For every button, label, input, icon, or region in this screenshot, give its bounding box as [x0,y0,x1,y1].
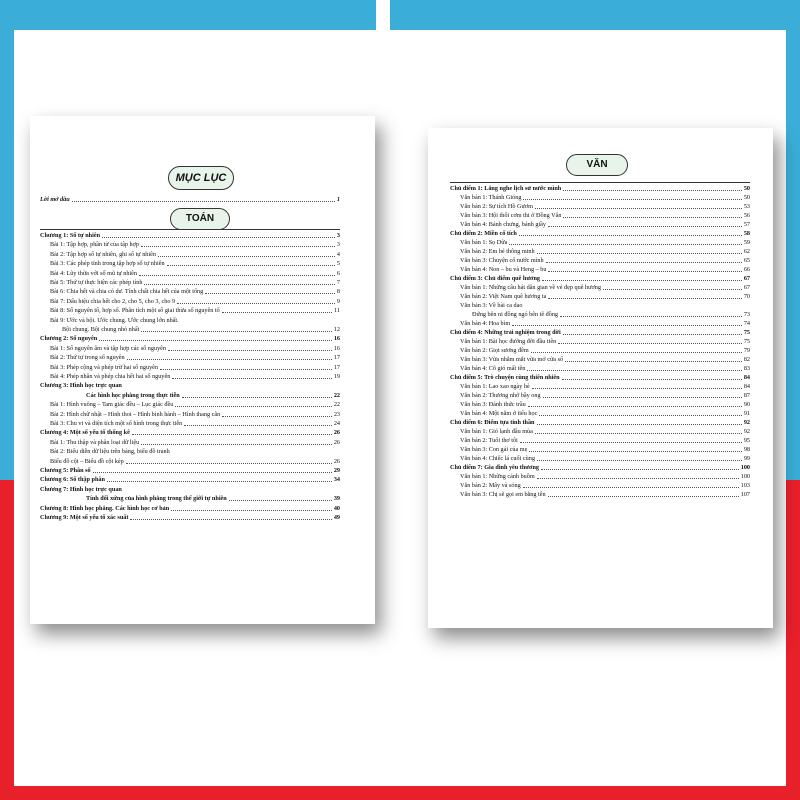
toc-entry-page: 39 [333,495,340,503]
toc-entry [460,365,750,372]
dot-leader [541,469,739,470]
toc-entry-title: Văn bản 4: Bánh chưng, bánh giầy [460,221,547,228]
toc-entry [460,383,750,390]
intro-line [40,196,340,203]
toc-entry-title: Chương 5: Phân số [40,467,91,474]
dot-leader [603,289,742,290]
math-section-title: TOÁN [185,213,215,224]
toc-entry-page: 62 [743,248,750,255]
toc-entry-page: 11 [334,307,340,315]
toc-chapter [450,329,750,336]
toc-entry [50,288,340,295]
dot-leader [542,280,742,281]
toc-entry-title: Đứng bên ni đồng ngó bên tê đồng [472,311,559,318]
toc-entry [50,411,340,418]
toc-chapter [450,230,750,237]
dot-leader [512,325,742,326]
toc-entry [50,458,340,465]
dot-leader [139,275,335,276]
toc-entry-page: 5 [336,260,340,268]
toc-chapter [40,335,340,342]
toc-chapter [450,419,750,426]
toc-entry-title: Văn bản 4: Non – bu và Heng – bu [460,266,547,273]
toc-chapter [40,467,340,474]
toc-entry-title: Chủ điểm 5: Trò chuyện cùng thiên nhiên [450,374,560,381]
toc-chapter [40,486,340,493]
toc-entry-title: Văn bản 2: Giọt sương đêm [460,347,529,354]
dot-leader [168,350,332,351]
dot-leader [205,293,335,294]
toc-chapter [40,382,340,389]
toc-entry-title: Bài 1: Thu thập và phân loại dữ liệu [50,438,140,446]
toc-chapter [40,232,340,239]
dot-leader [171,510,332,511]
toc-entry [460,221,750,228]
toc-entry [62,326,340,333]
toc-entry [50,260,340,267]
toc-entry [50,270,340,277]
toc-entry-page: 82 [743,356,750,363]
toc-entry-title: Văn bản 4: Một năm ở tiểu học [460,410,538,417]
toc-entry-title: Văn bản 2: Em bé thông minh [460,248,535,255]
toc-entry-page: 8 [336,288,340,296]
toc-entry-title: Bài 2: Thứ tự trong số nguyên [50,354,125,362]
dot-leader [523,487,739,488]
dot-leader [537,478,739,479]
dot-leader [126,463,332,464]
dot-leader [537,424,742,425]
dot-leader [130,519,331,520]
toc-entry-title: Văn bản 3: Đánh thức trầu [460,401,526,408]
toc-entry [460,347,750,354]
toc-entry-title: Bài 3: Phép cộng và phép trừ hai số nguyên [50,363,159,371]
dot-leader [99,340,332,341]
toc-chapter [40,476,340,483]
toc-entry-title: Chủ điểm 2: Miền cổ tích [450,230,517,237]
intro-page: 1 [336,196,340,203]
dot-leader [144,284,334,285]
toc-entry [50,420,340,427]
toc-entry-page: 74 [743,320,750,327]
toc-entry-title: Bài 9: Ước và bội. Ước chung. Ước chung lớn nhất. [50,316,179,324]
toc-entry [460,293,750,300]
dot-leader [535,433,742,434]
dot-leader [532,388,742,389]
dot-leader [93,472,332,473]
toc-entry-page: 17 [333,354,340,362]
toc-entry-page: 26 [333,457,340,465]
toc-entry-page: 49 [333,514,340,521]
dot-leader [537,253,742,254]
dot-leader [141,444,332,445]
toc-chapter [450,185,750,192]
toc-entry-title: Chủ điểm 1: Lắng nghe lịch sử nước mình [450,185,562,192]
toc-entry-page: 17 [333,363,340,371]
toc-entry [50,241,340,248]
toc-entry [460,401,750,408]
math-section-badge [170,208,230,230]
toc-entry-title: Chương 2: Số nguyên [40,335,98,343]
dot-leader [562,379,742,380]
toc-entry-page: 95 [743,437,750,444]
toc-entry-title: Văn bản 4: Cô gió mất tên [460,365,526,372]
toc-entry-page: 26 [333,438,340,446]
toc-entry-page: 4 [336,250,340,258]
toc-entry-page: 107 [740,491,750,498]
dot-leader [184,425,332,426]
toc-entry-title: Tính đối xứng của hình phẳng trong thế giới tự nhiên [86,495,227,503]
toc-entry [50,317,340,324]
toc-entry-title: Bài 5: Thứ tự thực hiện các phép tính [50,279,143,286]
toc-entry-page: 19 [333,373,340,380]
toc-entry [460,446,750,453]
toc-entry-title: Bài 4: Phép nhân và phép chia hết hai số nguyên [50,373,171,380]
toc-entry-title: Chủ điểm 6: Điểm tựa tinh thần [450,419,535,426]
dot-leader [519,235,742,236]
toc-entry-title: Bài 2: Biểu diễn dữ liệu trên bảng, biểu đồ tranh [50,448,170,456]
dot-leader [158,256,335,257]
toc-entry [50,401,340,408]
dot-leader [537,460,742,461]
dot-leader [177,303,335,304]
toc-entry-title: Các hình học phẳng trong thực tiễn [86,391,180,399]
toc-entry-title: Văn bản 1: Những câu hát dân gian về vẻ đẹp quê hương [460,284,601,291]
toc-entry-page: 24 [333,420,340,427]
toc-entry [460,266,750,273]
toc-entry-title: Bài 6: Chia hết và chia có dư. Tính chất chia hết của một tổng [50,288,204,296]
toc-entry-title: Văn bản 3: Chị sẽ gọi em bằng tên [460,491,546,498]
toc-entry-title: Bài 2: Tập hợp số tự nhiên, ghi số tự nhiên [50,250,156,258]
dot-leader [563,217,741,218]
toc-entry-page: 90 [743,401,750,408]
toc-entry-page: 75 [743,338,750,345]
toc-entry-title: Bài 3: Chu vi và diện tích một số hình trong thực tiễn [50,420,183,427]
toc-entry [460,194,750,201]
toc-entry [460,473,750,480]
right-page [428,128,773,628]
toc-entry [460,203,750,210]
toc-entry-page: 53 [743,203,750,210]
toc-entry-page: 34 [333,476,340,484]
toc-entry [460,410,750,417]
toc-entry-title: Bài 8: Số nguyên tố, hợp số. Phân tích một số giai thừa số nguyên tố [50,307,220,315]
toc-entry-page: 26 [333,429,340,437]
dot-leader [132,434,332,435]
toc-entry-page: 56 [743,212,750,219]
dot-leader [548,496,739,497]
toc-entry-page: 103 [740,482,750,489]
toc-entry-title: Bội chung. Bội chung nhỏ nhất [62,326,140,333]
toc-entry-title: Văn bản 1: Sọ Dừa [460,239,508,246]
toc-entry-page: 66 [743,266,750,273]
dot-leader [548,226,742,227]
toc-entry-page: 99 [743,455,750,462]
toc-entry-title: Văn bản 1: Bài học đường đời đầu tiên [460,338,557,345]
toc-entry [460,482,750,489]
toc-entry-title: Văn bản 2: Mây và sóng [460,482,521,489]
toc-entry-title: Văn bản 1: Thánh Gióng [460,194,522,201]
toc-entry [50,354,340,361]
toc-entry [50,279,340,286]
right-separator [450,182,750,183]
toc-entry [460,437,750,444]
dot-leader [535,208,742,209]
left-page [30,116,375,624]
toc-entry-page: 9 [336,297,340,305]
toc-entry [460,356,750,363]
toc-entry-page: 50 [743,185,750,192]
toc-entry-page: 3 [336,241,340,249]
toc-entry-page: 70 [743,293,750,300]
dot-leader [141,246,335,247]
intro-title: Lời mở đầu [40,196,70,203]
toc-entry-page: 100 [740,473,750,480]
toc-entry-page: 29 [333,467,340,474]
dot-leader [528,406,742,407]
dot-leader [172,378,332,379]
toc-entry-page: 87 [743,392,750,399]
toc-entry-page: 23 [333,410,340,418]
toc-entry-title: Chủ điểm 3: Chủ điểm quê hương [450,275,541,282]
toc-entry [460,392,750,399]
dot-leader [520,442,742,443]
dot-leader [160,369,332,370]
dot-leader [560,316,742,317]
toc-entry [50,298,340,305]
toc-entry-page: 83 [743,365,750,372]
toc-entry [460,284,750,291]
toc-entry-title: Bài 3: Các phép tính trong tập hợp số tự nhiên [50,260,165,268]
toc-entry [50,345,340,352]
toc-entry [50,251,340,258]
toc-entry-page: 98 [743,446,750,453]
toc-chapter [40,514,340,521]
dot-leader [563,334,742,335]
toc-entry-title: Văn bản 2: Thương nhớ bầy ong [460,392,541,399]
toc-entry-title: Chương 3: Hình học trực quan [40,382,122,390]
dot-leader [72,201,335,202]
toc-chapter [40,429,340,436]
dot-leader [548,298,741,299]
toc-entry-page: 67 [743,275,750,282]
toc-entry-page: 75 [743,329,750,336]
dot-leader [527,370,742,371]
toc-entry-title: Chủ điểm 4: Những trải nghiệm trong đời [450,329,561,336]
toc-entry-page: 65 [743,257,750,264]
toc-entry-page: 92 [743,419,750,426]
toc-entry-page: 91 [743,410,750,417]
toc-entry-title: Văn bản 3: Chuyện cổ nước mình [460,257,544,264]
dot-leader [222,416,332,417]
toc-entry-page: 50 [743,194,750,201]
toc-entry-page: 100 [740,464,750,471]
toc-chapter [450,464,750,471]
literature-section-title: VĂN [586,159,608,170]
dot-leader [565,361,742,362]
toc-entry [50,373,340,380]
toc-entry-title: Bài 7: Dấu hiệu chia hết cho 2, cho 5, cho 3, cho 9 [50,297,176,305]
dot-leader [175,406,331,407]
toc-entry-title: Văn bản 3: Con gái của mẹ [460,446,528,453]
toc-chapter [450,275,750,282]
toc-entry [460,338,750,345]
toc-entry-title: Biểu đồ cột – Biểu đồ cột kép [50,457,124,465]
toc-entry-title: Văn bản 4: Chiếc lá cuối cùng [460,455,535,462]
dot-leader [543,397,742,398]
toc-entry [50,439,340,446]
dot-leader [222,312,332,313]
toc-entry-title: Chương 4: Một số yếu tố thống kê [40,429,130,437]
toc-entry-page: 84 [743,374,750,381]
dot-leader [229,500,332,501]
toc-entry [460,257,750,264]
toc-entry-title: Bài 1: Số nguyên âm và tập hợp các số nguyên [50,344,166,352]
dot-leader [102,237,335,238]
toc-entry-page: 6 [336,269,340,277]
toc-entry-title: Chương 1: Số tự nhiên [40,232,101,239]
toc-entry [86,392,340,399]
toc-entry [460,455,750,462]
toc-entry-page: 22 [333,391,340,399]
left-page-title-badge [168,166,234,190]
toc-entry-page: 12 [333,326,340,333]
toc-entry-title: Bài 1: Tập hợp, phần tử của tập hợp [50,241,139,249]
toc-entry-page: 40 [333,504,340,512]
toc-entry-title: Văn bản 1: Lao xao ngày hè [460,383,530,390]
toc-entry-title: Văn bản 2: Sự tích Hồ Gươm [460,203,533,210]
toc-entry-title: Chương 6: Số thập phân [40,476,105,484]
toc-entry-title: Văn bản 1: Gió lạnh đầu mùa [460,428,533,435]
dot-leader [539,415,741,416]
dot-leader [546,262,742,263]
toc-entry-title: Chương 8: Hình học phẳng. Các hình học cơ bản [40,504,170,512]
dot-leader [107,481,332,482]
toc-entry-title: Văn bản 3: Vừa nhắm mắt vừa mở cửa sổ [460,356,564,363]
toc-entry [460,248,750,255]
dot-leader [531,352,742,353]
dot-leader [509,244,741,245]
toc-entry [50,364,340,371]
toc-entry-title: Bài 2: Hình chữ nhật – Hình thoi – Hình bình hành – Hình thang cân [50,410,221,418]
toc-entry-title: Chương 9: Một số yếu tố xác suất [40,514,129,521]
toc-entry-page: 7 [336,279,340,286]
toc-entry-title: Văn bản 3: Hội thổi cơm thi ở Đồng Vân [460,212,562,219]
toc-entry-page: 59 [743,239,750,246]
toc-entry [50,448,340,455]
dot-leader [563,190,742,191]
toc-entry [460,320,750,327]
dot-leader [167,265,335,266]
dot-leader [548,271,741,272]
dot-leader [523,199,741,200]
toc-entry [460,302,750,309]
toc-entry [50,307,340,314]
toc-entry-page: 58 [743,230,750,237]
toc-entry-page: 84 [743,383,750,390]
toc-entry-title: Văn bản 4: Hoa bìm [460,320,511,327]
toc-entry-title: Văn bản 2: Tuổi thơ tôi [460,437,518,444]
toc-entry [472,311,750,318]
toc-entry-page: 67 [743,284,750,291]
dot-leader [127,359,332,360]
toc-entry-title: Chương 7: Hình học trực quan [40,485,122,493]
toc-entry-page: 92 [743,428,750,435]
toc-entry-title: Văn bản 3: Về bài ca dao [460,302,523,309]
toc-entry-page: 79 [743,347,750,354]
dot-leader [182,397,332,398]
dot-leader [141,331,331,332]
toc-entry-title: Bài 1: Hình vuông – Tam giác đều – Lục giác đều [50,401,174,409]
toc-entry-title: Bài 4: Lũy thừa với số mũ tự nhiên [50,269,137,277]
toc-entry-page: 73 [743,311,750,318]
toc-entry-page: 16 [333,335,340,343]
toc-entry-title: Chủ điểm 7: Gia đình yêu thương [450,464,539,471]
dot-leader [529,451,741,452]
toc-entry-page: 57 [743,221,750,228]
toc-chapter [40,505,340,512]
literature-section-badge [566,154,628,176]
toc-entry [460,428,750,435]
toc-chapter [450,374,750,381]
toc-entry [460,239,750,246]
top-gap [376,0,390,30]
toc-entry [460,491,750,498]
toc-entry-page: 3 [336,232,340,239]
toc-entry-title: Văn bản 2: Việt Nam quê hương ta [460,293,547,300]
toc-entry-page: 22 [333,401,340,409]
left-page-title: MỤC LỤC [175,172,227,184]
toc-entry [460,212,750,219]
toc-entry-title: Văn bản 1: Những cánh buồm [460,473,535,480]
toc-entry-page: 16 [333,344,340,352]
left-separator [40,229,340,230]
toc-entry [86,495,340,502]
dot-leader [558,343,742,344]
